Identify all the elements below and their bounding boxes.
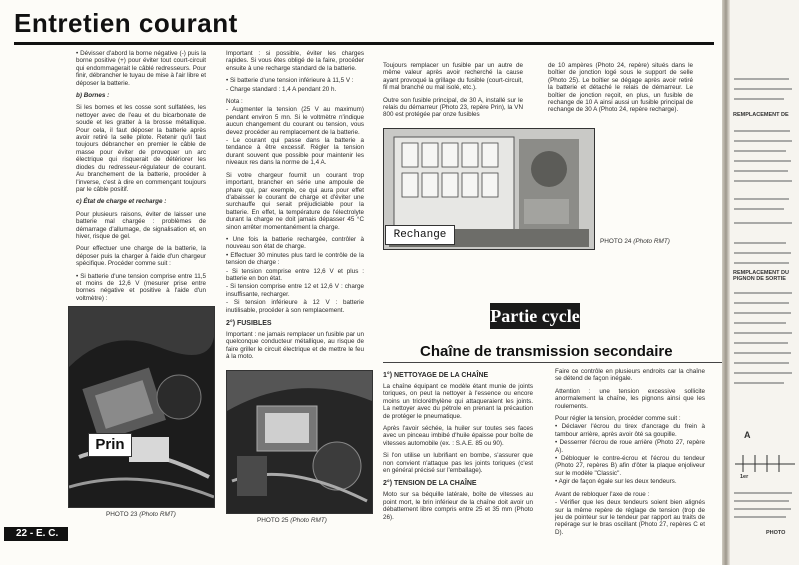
facing-text-line — [734, 222, 792, 224]
col1-bullet-1: • Si batterie d'une tension comprise entre 11,5 et moins de 12,6 V (mesurer prise entre bornes négative et positive à l'aide d'un voltmètre) : — [76, 272, 206, 302]
facing-text-line — [734, 362, 789, 364]
col2-fusibles-text: Important : ne jamais remplacer un fusible par un quelconque conducteur métallique, au risque de faire griller le circuit électrique et de mettre le feu à la moto. — [226, 331, 364, 361]
col6-text-9: - Vérifier que les deux tendeurs soient bien alignés sur la même repère de réglage de tension (trop de jeu de pointeur sur le tendeur par rapport au traits de repérage sur le bras oscillant (Photo 27, repères C et D). — [555, 499, 705, 536]
photo-23-caption — [106, 511, 176, 518]
col1-text-c1: Pour plusieurs raisons, éviter de laisser une batterie mal chargée : problèmes de démarrage d'allumage, de signalisation et, en hiver, risque de gel. — [76, 210, 206, 240]
col1-intro: • Dévisser d'abord la borne négative (-) puis la borne positive (+) pour éviter tout court-circuit qui endommagerait le câblé redresseurs. Pour finir, débrancher le tuyau de mise à l'air libre et déposer la batterie. — [76, 50, 207, 87]
col6-text-6: • Débloquer le contre-écrou et l'écrou du tendeur (Photo 27, repères B) afin d'ôter la plaque enjoliveur sur le modèle "Classic". — [555, 455, 705, 477]
col6-text-2: Attention : une tension excessive sollicite anormalement la chaîne, les pignons ainsi que les roulements. — [555, 387, 705, 410]
photo-23-credit: (Photo RMT) — [139, 511, 176, 518]
facing-text-line — [734, 322, 786, 324]
photo-23 — [68, 306, 215, 508]
column-6 — [555, 368, 705, 541]
photo-24-number: PHOTO 24 — [600, 238, 632, 245]
book-gutter — [722, 0, 730, 565]
facing-text-line — [734, 160, 791, 162]
col5-heading-1: 1°) NETTOYAGE DE LA CHAÎNE — [383, 372, 489, 379]
facing-text-line — [734, 198, 789, 200]
photo-24-caption — [600, 238, 670, 245]
col2-nota-1: - Augmenter la tension (25 V au maximum) pendant environ 5 mn. Si le voltmètre n'indique aucun changement du courant ou tension, vous devez procéder au remplacement de la batterie. — [226, 106, 364, 136]
col2-nota: Nota : — [226, 98, 243, 106]
col6-text-4: • Déclaver l'écrou du tirex d'ancrage du frein à tambour arrière, après avoir ôté sa goupille. — [555, 423, 705, 438]
column-5 — [383, 368, 533, 526]
column-3 — [383, 62, 523, 124]
col3-paragraph-1: Toujours remplacer un fusible par un autre de même valeur après avoir recherché la cause ayant provoqué la grillage du fusible (court-circuit, fil mal branché ou mal isolé, etc.). — [383, 62, 523, 92]
col4-paragraph-1: de 10 ampères (Photo 24, repère) situés dans le boîtier de jonction logé sous le support de selle (Photo 25). Le boîtier se dégage après avoir retiré la batterie et détaché le relais de démarreur. Le boîtier de jonction reçoit, en plus, un fusible de rechange de 10 A ainsi aussi un fusible principal de rechange de 30 A (Photo 24, repère recharge). — [548, 62, 693, 114]
column-2 — [226, 50, 364, 366]
page-header — [14, 8, 714, 42]
facing-text-line — [734, 492, 792, 494]
col2-check-3: - Si tension comprise entre 12,6 V et plus : batterie en bon état. — [226, 267, 364, 282]
photo-25 — [226, 370, 373, 514]
col2-check-2: • Effectuer 30 minutes plus tard le contrôle de la tension de charge : — [226, 251, 364, 267]
facing-text-line — [734, 302, 789, 304]
col2-check-4: - Si tension comprise entre 12 et 12,6 V : charge insuffisante, recharger. — [226, 283, 364, 298]
facing-text-line — [734, 180, 792, 182]
col5-text-1: La chaîne équipant ce modèle étant munie de joints toriques, on peut la nettoyer à l'essence ou encore moins un tricloréthylène qui attaqueraient les joints. La nettoyer avec du pétrole en prenant la précaution de protéger le pneumatique. — [383, 383, 533, 420]
header-rule — [14, 42, 714, 45]
label-rechange: Rechange — [385, 225, 455, 245]
col2-important: Important : si possible, éviter les charges rapides. Si vous êtes obligé de la faire, procéder ensuite à une recharge standard de la batterie. — [226, 50, 364, 72]
facing-text-line — [734, 252, 791, 254]
col2-fusibles-heading: 2°) FUSIBLES — [226, 320, 272, 327]
facing-text-line — [734, 170, 788, 172]
facing-heading-1: REMPLACEMENT DE — [733, 112, 789, 118]
facing-reference: 1er — [740, 474, 749, 480]
col5-heading-2: 2°) TENSION DE LA CHAÎNE — [383, 480, 477, 488]
col2-check-1: • Une fois la batterie rechargée, contrôler à nouveau son état de charge. — [226, 235, 364, 251]
col1-text-c2: Pour effectuer une charge de la batterie, la déposer puis la charger à l'aide d'un chargeur spécifique. Procéder comme suit : — [76, 245, 206, 268]
col6-text-5: • Desserrer l'écrou de roue arrière (Photo 27, repère A). — [555, 439, 705, 454]
col6-text-7: • Agir de façon égale sur les deux tendeurs. — [555, 478, 677, 486]
col2-nota-2: - Le courant qui passe dans la batterie a tendance à être excessif. Régler la tension durant souvent que possible pour maintenir les niveaux res dans la norme de 1,4 A. — [226, 137, 364, 167]
col6-text-1: Faire ce contrôle en plusieurs endroits car la chaîne se détend de façon inégale. — [555, 368, 705, 383]
facing-text-line — [734, 262, 789, 264]
page-number: 22 - E. C. — [16, 528, 59, 539]
col2-bullet-1: • Si batterie d'une tension inférieure à 11,5 V : — [226, 77, 354, 85]
photo-24-credit: (Photo RMT) — [633, 238, 670, 245]
page-number-tab — [4, 527, 68, 541]
facing-photo-label: PHOTO — [766, 530, 786, 536]
facing-text-line — [734, 382, 784, 384]
facing-text-line — [734, 516, 786, 518]
section-rule — [383, 362, 723, 363]
col3-paragraph-2: Outre son fusible principal, de 30 A, installé sur le relais du démarreur (Photo 23, repère Prin), la VN 800 est protégée par onze fusibles — [383, 96, 523, 119]
facing-text-line — [734, 372, 792, 374]
facing-page — [730, 0, 799, 565]
column-1 — [76, 50, 206, 342]
facing-text-line — [734, 140, 792, 142]
facing-heading-2: REMPLACEMENT DU PIGNON DE SORTIE — [733, 270, 789, 282]
col2-paragraph-3: Si votre chargeur fournit un courant trop important, brancher en série une ampoule de phare qui, par exemple, ce qui aura pour effet d'abaisser le courant de charge et d'éviter une surchauffe qui serait préjudiciable pour la batterie. En effet, la température de l'électrolyte durant la charge ne doit jamais dépasser 45 °C sinon arrêter momentanément la charge. — [226, 171, 364, 231]
col1-subhead-c: c) État de charge et recharge : — [76, 198, 167, 206]
facing-text-line — [734, 352, 791, 354]
facing-text-line — [734, 292, 792, 294]
facing-text-line — [734, 150, 786, 152]
facing-text-line — [734, 78, 789, 80]
facing-letter-a: A — [744, 430, 751, 440]
facing-text-line — [734, 98, 784, 100]
page-title: Entretien courant — [14, 8, 238, 38]
column-4 — [548, 62, 693, 119]
col5-text-3: Si l'on utilise un lubrifiant en bombe, s'assurer que non convient n'attaque pas les joints toriques (c'est en général précisé sur l'emballage). — [383, 452, 533, 475]
facing-text-line — [734, 242, 786, 244]
col5-text-4: Moto sur sa béquille latérale, boîte de vitesses au point mort, le brin inférieur de la chaîne doit avoir un débattement libre compris entre 25 et 35 mm (Photo 26). — [383, 491, 533, 521]
photo-23-number: PHOTO 23 — [106, 511, 138, 518]
facing-text-line — [734, 500, 789, 502]
label-prin: Prin — [88, 433, 132, 457]
facing-text-line — [734, 208, 784, 210]
photo-23-image — [69, 307, 214, 507]
photo-25-credit: (Photo RMT) — [290, 517, 327, 524]
photo-25-image — [227, 371, 372, 513]
facing-text-line — [734, 88, 792, 90]
facing-text-line — [734, 130, 790, 132]
col6-text-3: Pour régler la tension, procéder comme suit : — [555, 415, 681, 423]
section-title: Chaîne de transmission secondaire — [420, 343, 673, 360]
facing-text-line — [734, 342, 788, 344]
section-band: Partie cycle — [490, 303, 580, 329]
facing-text-line — [734, 312, 791, 314]
photo-25-caption — [257, 517, 327, 524]
col5-text-2: Après l'avoir séchée, la huiler sur toutes ses faces avec un pinceau imbibé d'huile épaisse pour boîte de vitesses automobile (ex. : S.A.E. 85 ou 90). — [383, 425, 533, 447]
facing-diagram — [733, 450, 797, 476]
col1-text-b: Si les bornes et les cosse sont sulfatées, les nettoyer avec de l'eau et du bicarbonate de soude et les gratter à la brosse métallique. Pour cela, il faut déposer la batterie après avoir retiré la selle pilote. Retenir qu'il faut toujours débrancher en premier le câble de masse pour éviter de provoquer un arc électrique qui risquerait de détériorer les diodes du redresseur-régulateur de courant. Au branchement de la batterie, procéder à l'inverse, c'est à dire en commençant toujours par le câble positif. — [76, 104, 206, 193]
col1-subhead-b: b) Bornes : — [76, 92, 110, 100]
photo-25-number: PHOTO 25 — [257, 517, 289, 524]
col2-check-5: - Si tension inférieure à 12 V : batterie inutilisable, procéder à son remplacement. — [226, 299, 364, 314]
facing-text-line — [734, 332, 792, 334]
col6-text-8: Avant de rebloquer l'axe de roue : — [555, 490, 650, 498]
facing-text-line — [734, 508, 791, 510]
col2-bullet-2: - Charge standard : 1,4 A pendant 20 h. — [226, 85, 337, 93]
